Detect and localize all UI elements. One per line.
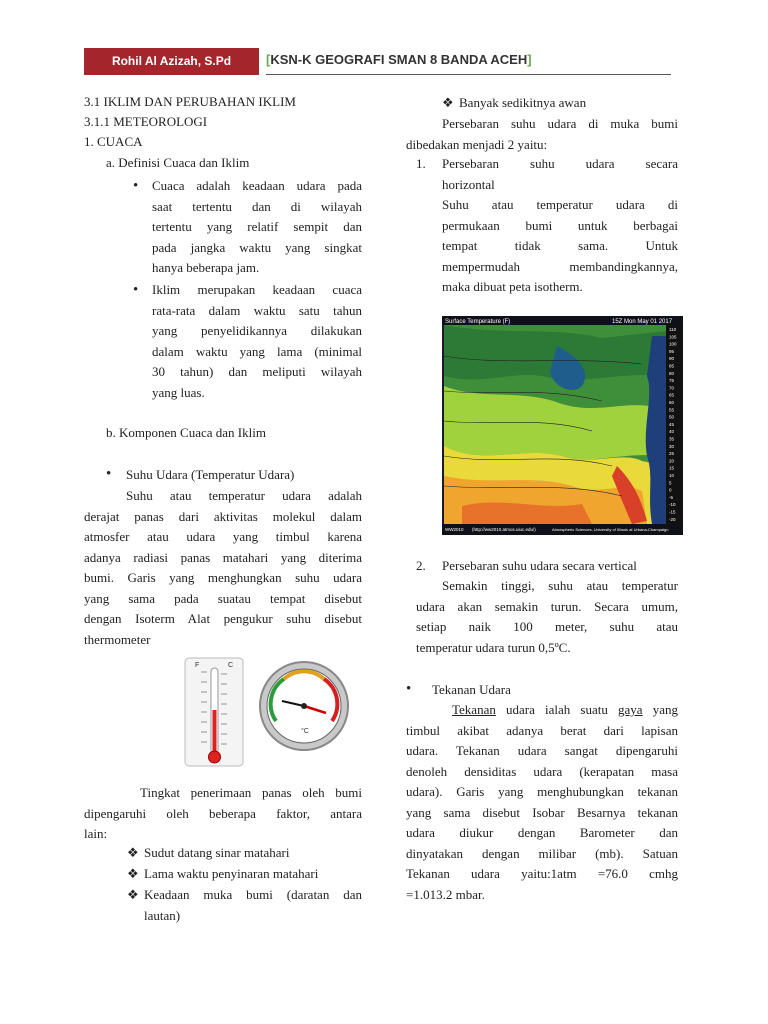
subsection-heading: 3.1.1 METEOROLOGI [84,114,208,129]
vertical-title: Persebaran suhu udara secara vertical [442,558,637,573]
map-scale-label: 70 [669,385,675,391]
map-scale-label: -15 [669,509,676,515]
map-scale-label: 55 [669,407,675,413]
map-scale-label: 10 [669,473,675,478]
diamond-bullet: ❖ [127,866,139,881]
map-scale-label: 110 [669,327,677,332]
item-number: 2. [416,558,426,573]
tekanan-paragraph: Tekanan udara ialah suatu gaya yang timbul akibat adanya berat dari lapisan udara. Tekanan udara sangat dipengaruhi denoleh densiditas udara (kerapatan masa udara). Garis yang menghubungkan tekanan yang sama disebut Isobar Besarnya tekanan udara diukur dengan Barometer dan dinyatakan dengan milibar (mb). Satuan Tekanan udara yaitu:1atm =76.0 cmhg =1.013.2 mbar. [406,702,678,902]
suhu-paragraph: Suhu atau temperatur udara adalah derajat panas dari aktivitas molekul dalam atmosfer atau udara yang timbul karena adanya radiasi panas matahari yang diterima bumi. Garis yang menghungkan suhu udara yang sama pada suatau tempat disebut dengan Isoterm Alat pengukur suhu disebut thermometer [84,488,362,647]
thermometer-icon [181,654,247,772]
map-time: 15Z Mon May 01 2017 [612,319,673,325]
subtopic-a-label: a. Definisi Cuaca dan Iklim [106,155,250,170]
map-scale-label: 60 [669,400,675,405]
cuaca-definition: Cuaca adalah keadaan udara pada saat tertentu dan di wilayah tertentu yang relatif sempit dan pada jangka waktu yang singkat hanya beberapa jam. [152,178,362,275]
map-scale-label: 25 [669,451,675,457]
map-scale-label: 20 [669,458,675,464]
map-scale-label: 80 [669,370,675,376]
map-scale-label: 65 [669,392,675,398]
map-scale-label: 95 [669,348,675,354]
diamond-bullet: ❖ [127,887,139,902]
header-rule [266,74,671,75]
svg-text:°C: °C [301,728,309,735]
header-title: [KSN-K GEOGRAFI SMAN 8 BANDA ACEH] [266,52,532,67]
map-scale-label: 0 [669,487,672,493]
iklim-definition: Iklim merupakan keadaan cuaca rata-rata dalam waktu satu tahun yang penyelidikannya dilakukan dalam waktu yang lama (minimal 30 tahun) dan meliputi wilayah yang luas. [152,282,362,400]
diamond-bullet: ❖ [127,845,139,860]
faktor-item: Keadaan muka bumi (daratan dan lautan) [144,887,362,923]
map-scale-label: 30 [669,443,675,449]
persebaran-intro: Persebaran suhu udara di muka bumi dibedakan menjadi 2 yaitu: [406,116,678,152]
map-scale-label: 75 [669,378,675,384]
faktor-item: Lama waktu penyinaran matahari [144,866,319,881]
isotherm-map [442,316,683,535]
map-scale-label: 15 [669,465,675,471]
suhu-label: Suhu Udara (Temperatur Udara) [126,467,295,482]
bullet-dot: • [106,466,112,482]
section-heading: 3.1 IKLIM DAN PERUBAHAN IKLIM [84,94,296,109]
topic-heading: 1. CUACA [84,134,143,149]
header-author: Rohil Al Azizah, S.Pd [111,54,232,68]
map-footer-right: Atmospheric Sciences, University of Illinois at Urbana-Champaign [552,527,669,532]
svg-text:C: C [228,662,234,669]
diamond-bullet: ❖ [442,95,454,110]
vertical-body: Semakin tinggi, suhu atau temperatur udara akan semakin turun. Secara umum, setiap naik 100 meter, suhu atau temperatur udara turun 0,5ºC. [416,578,678,655]
map-scale-label: 5 [669,480,672,486]
map-scale-label: -10 [669,502,676,508]
map-scale-label: 100 [669,341,677,347]
map-scale-label: 85 [669,363,675,369]
map-scale-label: 50 [669,414,675,420]
map-scale-label: 105 [669,334,677,340]
map-scale-label: 45 [669,421,675,427]
bullet-dot: • [133,178,139,194]
map-scale-label: 90 [669,356,675,362]
map-footer-mid: (http://ww2010.atmos.uiuc.edu/) [472,527,536,532]
faktor-item: Sudut datang sinar matahari [144,845,290,860]
bullet-dot: • [133,282,139,298]
map-title: Surface Temperature (F) [445,319,511,325]
horizontal-title: Persebaran suhu udara secara horizontal [442,156,678,192]
map-scale-label: -5 [669,494,674,500]
tekanan-label: Tekanan Udara [432,682,511,697]
map-scale-label: 40 [669,429,675,435]
horizontal-body: Suhu atau temperatur udara di permukaan bumi untuk berbagai tempat tidak sama. Untuk mempermudah membandingkannya, maka dibuat peta isotherm. [442,197,678,294]
svg-text:F: F [195,662,200,669]
faktor-paragraph: Tingkat penerimaan panas oleh bumi dipengaruhi oleh beberapa faktor, antara lain: [84,785,362,841]
map-footer-left: WW2010 [445,527,464,532]
dial-thermometer-icon [258,651,350,761]
map-scale-label: -20 [669,516,676,522]
bullet-dot: • [406,681,412,697]
awan-item: Banyak sedikitnya awan [459,95,587,110]
item-number: 1. [416,156,426,171]
subtopic-b-label: b. Komponen Cuaca dan Iklim [106,425,266,440]
map-scale-label: 35 [669,436,675,442]
